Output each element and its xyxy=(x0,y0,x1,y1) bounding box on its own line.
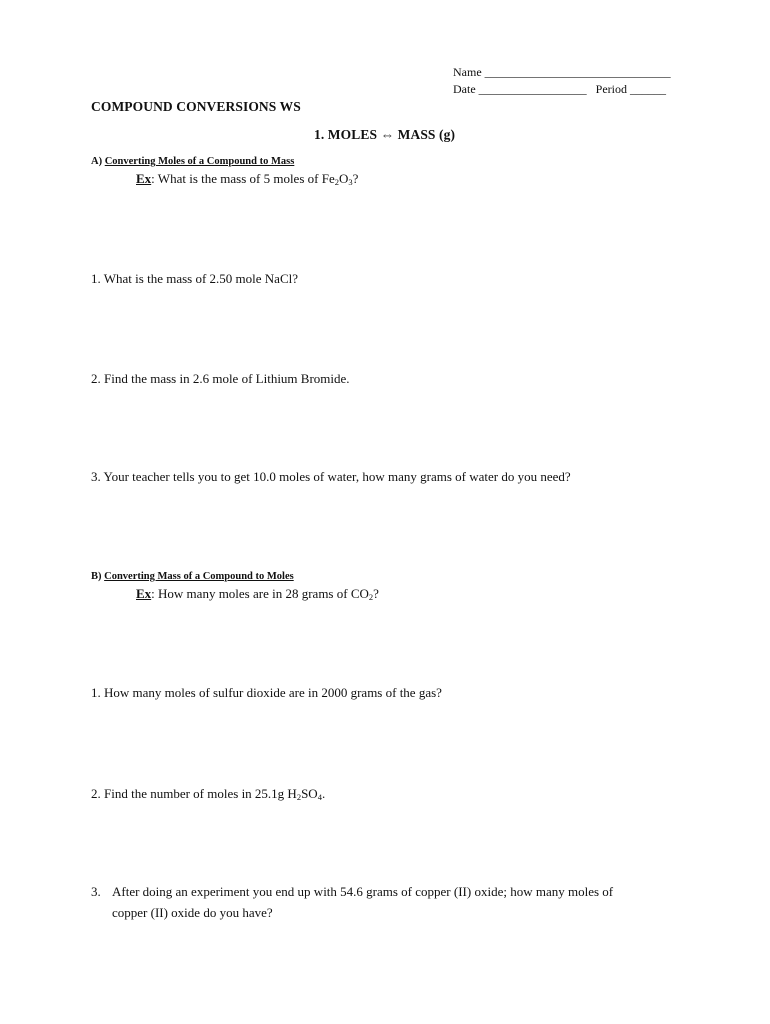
part-a-example xyxy=(136,171,358,187)
double-arrow-icon: ⇔ xyxy=(380,127,395,142)
question-a2: 2. Find the mass in 2.6 mole of Lithium Bromide. xyxy=(91,371,350,386)
section-number: 1. MOLES xyxy=(314,127,381,142)
question-b1: 1. How many moles of sulfur dioxide are in 2000 grams of the gas? xyxy=(91,685,442,700)
section-mass-label: MASS (g) xyxy=(394,127,456,142)
question-b3-line1: After doing an experiment you end up with 54.6 grams of copper (II) oxide; how many moles of xyxy=(112,884,614,899)
question-a1: 1. What is the mass of 2.50 mole NaCl? xyxy=(91,271,299,286)
subscript: 2 xyxy=(334,177,339,187)
example-text: : What is the mass of 5 moles of Fe xyxy=(151,171,335,186)
question-b3-number: 3. xyxy=(91,884,101,899)
part-b-title: Converting Mass of a Compound to Moles xyxy=(104,571,294,582)
example-label: Ex xyxy=(136,586,152,601)
section-heading xyxy=(314,127,455,143)
question-b2-end: . xyxy=(321,786,326,801)
question-b2 xyxy=(91,786,325,802)
subscript: 4 xyxy=(317,792,322,802)
part-b-example xyxy=(136,586,379,602)
subscript: 2 xyxy=(368,592,374,602)
formula-part: SO xyxy=(301,786,318,801)
part-a-prefix: A) xyxy=(91,156,105,167)
name-field-line[interactable]: Name _______________________________ xyxy=(453,65,671,79)
part-b-prefix: B) xyxy=(91,571,105,582)
question-b2-text: 2. Find the number of moles in 25.1g H xyxy=(91,786,297,801)
period-label: Period ______ xyxy=(595,82,666,96)
part-a-heading xyxy=(91,156,294,167)
example-end: ? xyxy=(373,586,379,601)
example-text: : How many moles are in 28 grams of CO xyxy=(151,586,369,601)
example-label: Ex xyxy=(136,171,152,186)
formula-part: O xyxy=(338,171,349,186)
worksheet-title: COMPOUND CONVERSIONS WS xyxy=(91,99,301,114)
subscript: 3 xyxy=(348,177,353,187)
question-a3: 3. Your teacher tells you to get 10.0 moles of water, how many grams of water do you need? xyxy=(91,469,571,484)
question-b3-line2: copper (II) oxide do you have? xyxy=(112,905,273,920)
example-end: ? xyxy=(352,171,359,186)
date-field-line[interactable] xyxy=(453,82,666,97)
subscript: 2 xyxy=(296,792,302,802)
part-b-heading xyxy=(91,571,294,582)
part-a-title: Converting Moles of a Compound to Mass xyxy=(104,156,295,167)
date-label: Date __________________ xyxy=(453,82,587,96)
